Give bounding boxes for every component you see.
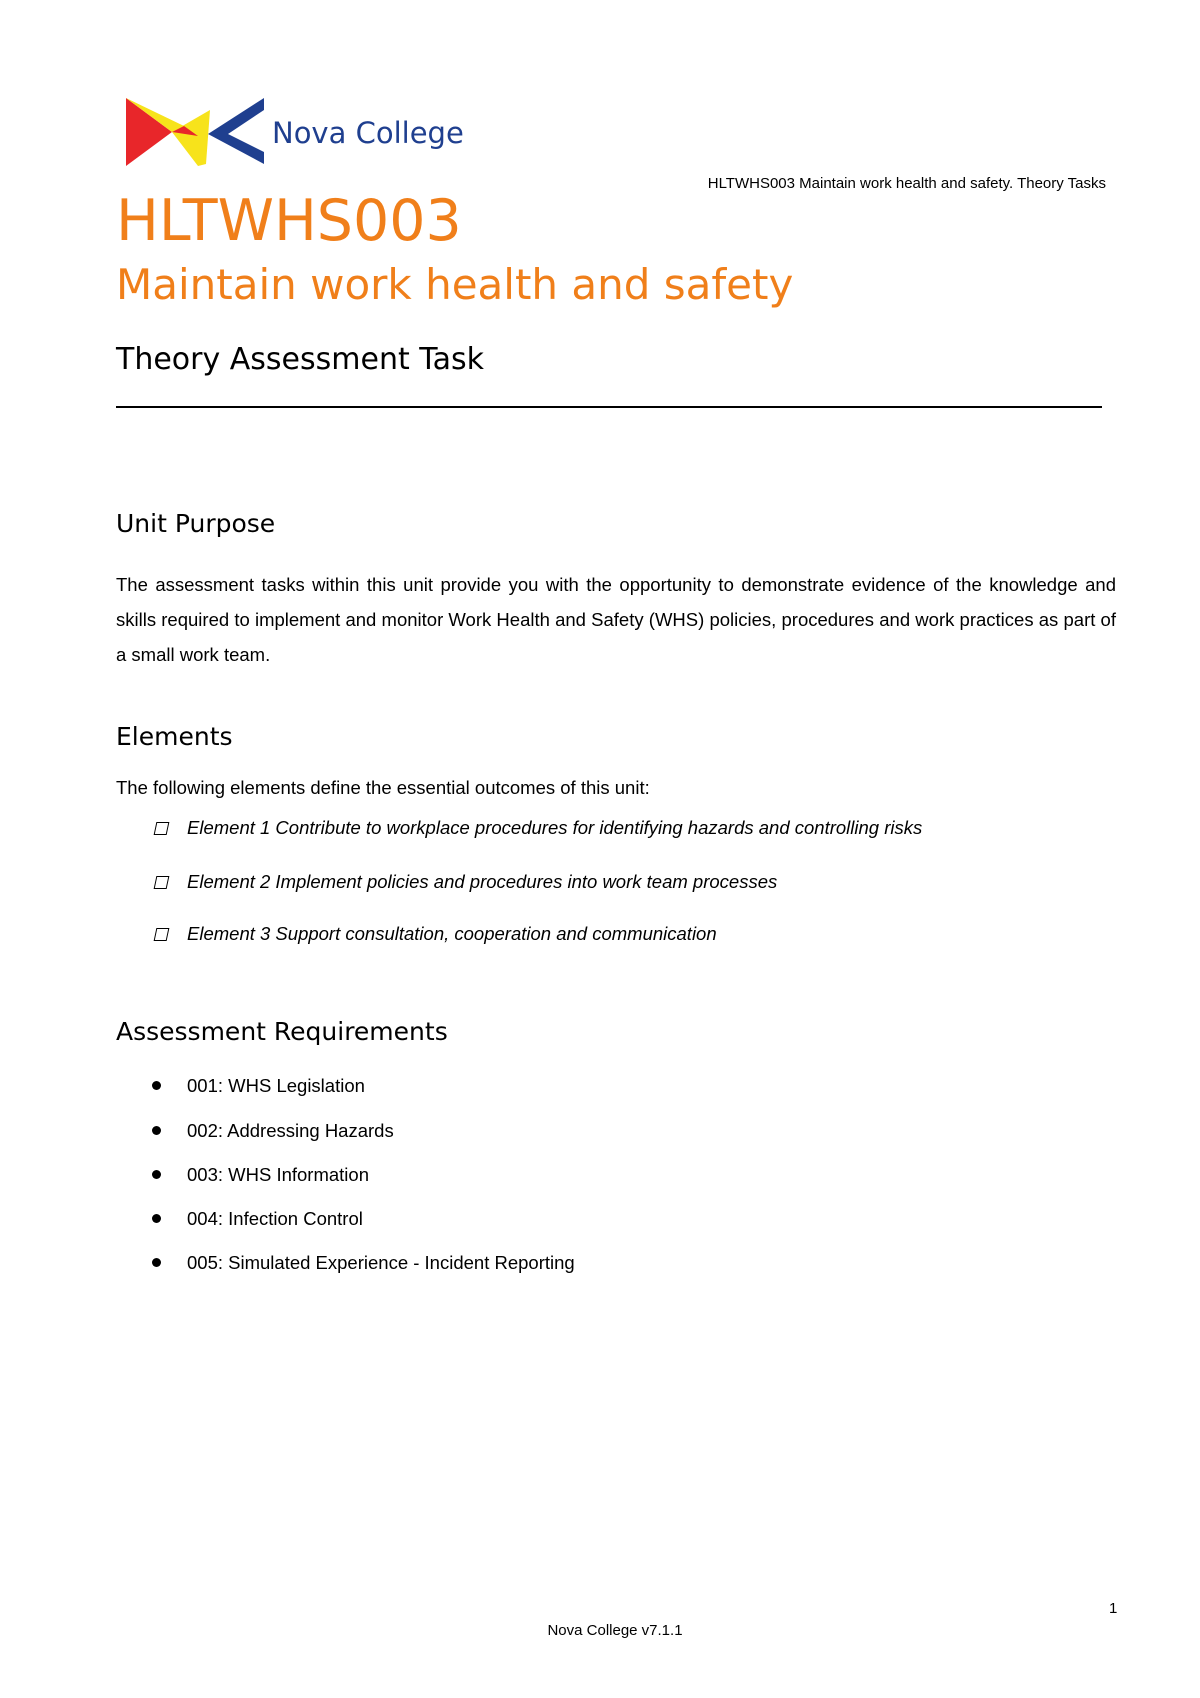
task-title: Theory Assessment Task (116, 342, 485, 377)
unit-name-title: Maintain work health and safety (116, 260, 794, 309)
requirement-label: 001: WHS Legislation (187, 1075, 365, 1096)
bullet-icon (152, 1214, 161, 1223)
unit-purpose-heading: Unit Purpose (116, 509, 276, 538)
bullet-icon (152, 1170, 161, 1179)
running-header: HLTWHS003 Maintain work health and safety. Theory Tasks (707, 175, 1106, 192)
elements-heading: Elements (116, 722, 233, 751)
unit-purpose-text: The assessment tasks within this unit provide you with the opportunity to demonstrate evidence of the knowledge and skills required to implement and monitor Work Health and Safety (WHS) policies, procedures and work practices as part of a small work team. (116, 574, 1116, 665)
footer-version: Nova College v7.1.1 (547, 1622, 683, 1639)
requirement-label: 004: Infection Control (187, 1208, 363, 1229)
checkbox-bullet-icon (154, 876, 170, 889)
nova-college-logo (122, 96, 482, 176)
bullet-icon (152, 1126, 161, 1135)
requirement-label: 002: Addressing Hazards (187, 1120, 394, 1141)
checkbox-bullet-icon (154, 928, 170, 941)
checkbox-bullet-icon (154, 822, 170, 835)
bullet-icon (152, 1258, 161, 1267)
requirement-label: 003: WHS Information (187, 1164, 369, 1185)
assessment-requirements-heading: Assessment Requirements (116, 1017, 448, 1046)
logo-text: Nova College (272, 116, 464, 150)
page-number: 1 (1109, 1600, 1118, 1617)
elements-intro: The following elements define the essential outcomes of this unit: (116, 777, 650, 798)
element-label: Element 2 Implement policies and procedures into work team processes (187, 871, 778, 892)
requirement-label: 005: Simulated Experience - Incident Reporting (187, 1252, 575, 1273)
logo-mark-icon (122, 96, 272, 176)
element-label: Element 1 Contribute to workplace procedures for identifying hazards and controlling risks (187, 817, 923, 838)
title-divider (116, 406, 1102, 408)
unit-code-title: HLTWHS003 (116, 188, 462, 254)
element-label: Element 3 Support consultation, cooperation and communication (187, 923, 717, 944)
bullet-icon (152, 1081, 161, 1090)
